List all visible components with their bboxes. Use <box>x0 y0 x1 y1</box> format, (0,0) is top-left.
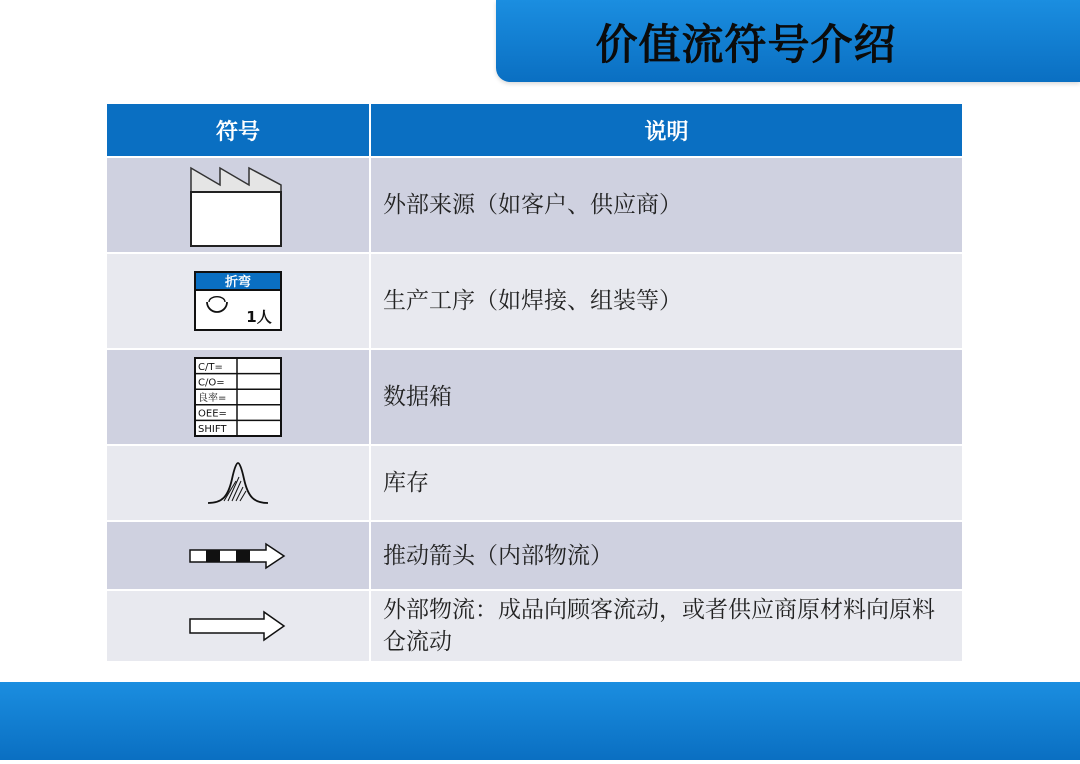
symbol-table <box>107 104 962 661</box>
row-description: 库存 <box>383 470 429 496</box>
table-row <box>107 446 962 522</box>
table-row <box>107 591 962 661</box>
header-description: 说明 <box>644 119 689 145</box>
row-description: 生产工序（如焊接、组装等） <box>383 288 682 314</box>
process-name: 折弯 <box>224 275 252 290</box>
process-box-icon <box>193 270 283 332</box>
table-row <box>107 254 962 350</box>
page-title: 价值流符号介绍 <box>595 20 897 69</box>
data-label: 良率= <box>198 393 227 404</box>
table-row <box>107 350 962 446</box>
data-label: C/O= <box>198 377 225 389</box>
row-description: 数据箱 <box>383 384 452 410</box>
row-description: 外部物流：成品向顾客流动，或者供应商原材料向原料仓流动 <box>383 597 935 655</box>
table-row <box>107 522 962 591</box>
row-description: 外部来源（如客户、供应商） <box>383 192 682 218</box>
table-header <box>107 104 962 158</box>
data-label: SHIFT <box>198 424 227 435</box>
table-row <box>107 158 962 254</box>
push-arrow-icon <box>188 542 288 570</box>
inventory-icon <box>206 459 270 507</box>
footer-band <box>0 682 1080 760</box>
operator-count: 1人 <box>246 308 272 326</box>
data-label: OEE= <box>198 408 227 420</box>
row-description: 推动箭头（内部物流） <box>383 542 613 569</box>
header-symbol: 符号 <box>107 104 371 156</box>
factory-icon <box>183 160 293 250</box>
data-label: C/T= <box>198 362 223 373</box>
data-box-icon <box>193 356 283 438</box>
shipment-arrow-icon <box>188 610 288 642</box>
